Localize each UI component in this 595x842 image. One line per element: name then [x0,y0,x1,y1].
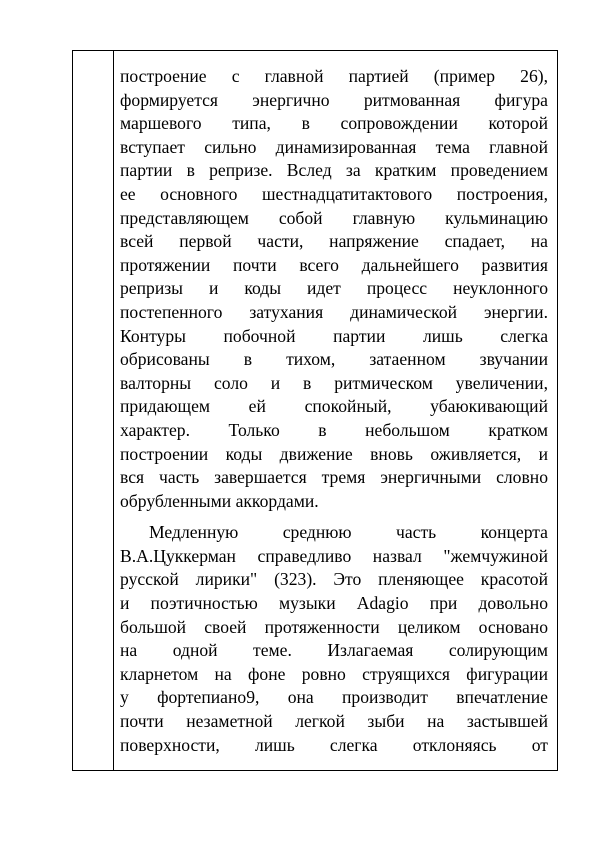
text-line: на одной теме. Излагаемая солирующим [120,640,548,661]
text-line: постепенного затухания динамической энергии. [120,301,548,322]
text-line: придающем ей спокойный, убаюкивающий [120,396,548,417]
text-line: формируется энергично ритмованная фигура [120,89,548,110]
paragraph-1 [120,65,548,513]
text-line: русской лирики" (323). Это пленяющее красотой [120,569,548,590]
text-line: В.А.Цуккерман справедливо назвал "жемчужиной [120,545,548,566]
text-line: представляющем собой главную кульминацию [120,207,548,228]
text-line: Медленную среднюю часть концерта [149,522,548,543]
text-line: партии в репризе. Вслед за кратким проведением [120,160,548,181]
column-divider [113,51,114,770]
text-line: почти незаметной легкой зыби на застывшей [120,711,548,732]
text-line: построении коды движение вновь оживляется, и [120,443,548,464]
text-line: вся часть завершается тремя энергичными словно [120,467,548,488]
text-cell [120,65,548,757]
text-line: большой своей протяженности целиком основано [120,616,548,637]
text-line: у фортепиано9, она производит впечатление [120,687,548,708]
text-line: Контуры побочной партии лишь слегка [120,325,548,346]
text-line: обрисованы в тихом, затаенном звучании [120,349,548,370]
text-line: всей первой части, напряжение спадает, на [120,231,548,252]
text-line: маршевого типа, в сопровождении которой [120,113,548,134]
text-line: кларнетом на фоне ровно струящихся фигурации [120,663,548,684]
text-line: поверхности, лишь слегка отклоняясь от [120,734,548,755]
text-line: ее основного шестнадцатитактового построения, [120,183,548,204]
text-line: репризы и коды идет процесс неуклонного [120,278,548,299]
text-line: протяжении почти всего дальнейшего развития [120,254,548,275]
text-line: и поэтичностью музыки Adagio при довольно [120,593,548,614]
page-table [72,50,558,771]
text-line: обрубленными аккордами. [120,490,319,511]
text-line: валторны соло и в ритмическом увеличении, [120,372,548,393]
text-line: вступает сильно динамизированная тема главной [120,136,548,157]
text-line: характер. Только в небольшом кратком [120,419,548,440]
text-line: построение с главной партией (пример 26), [120,66,548,86]
paragraph-2 [120,521,548,757]
